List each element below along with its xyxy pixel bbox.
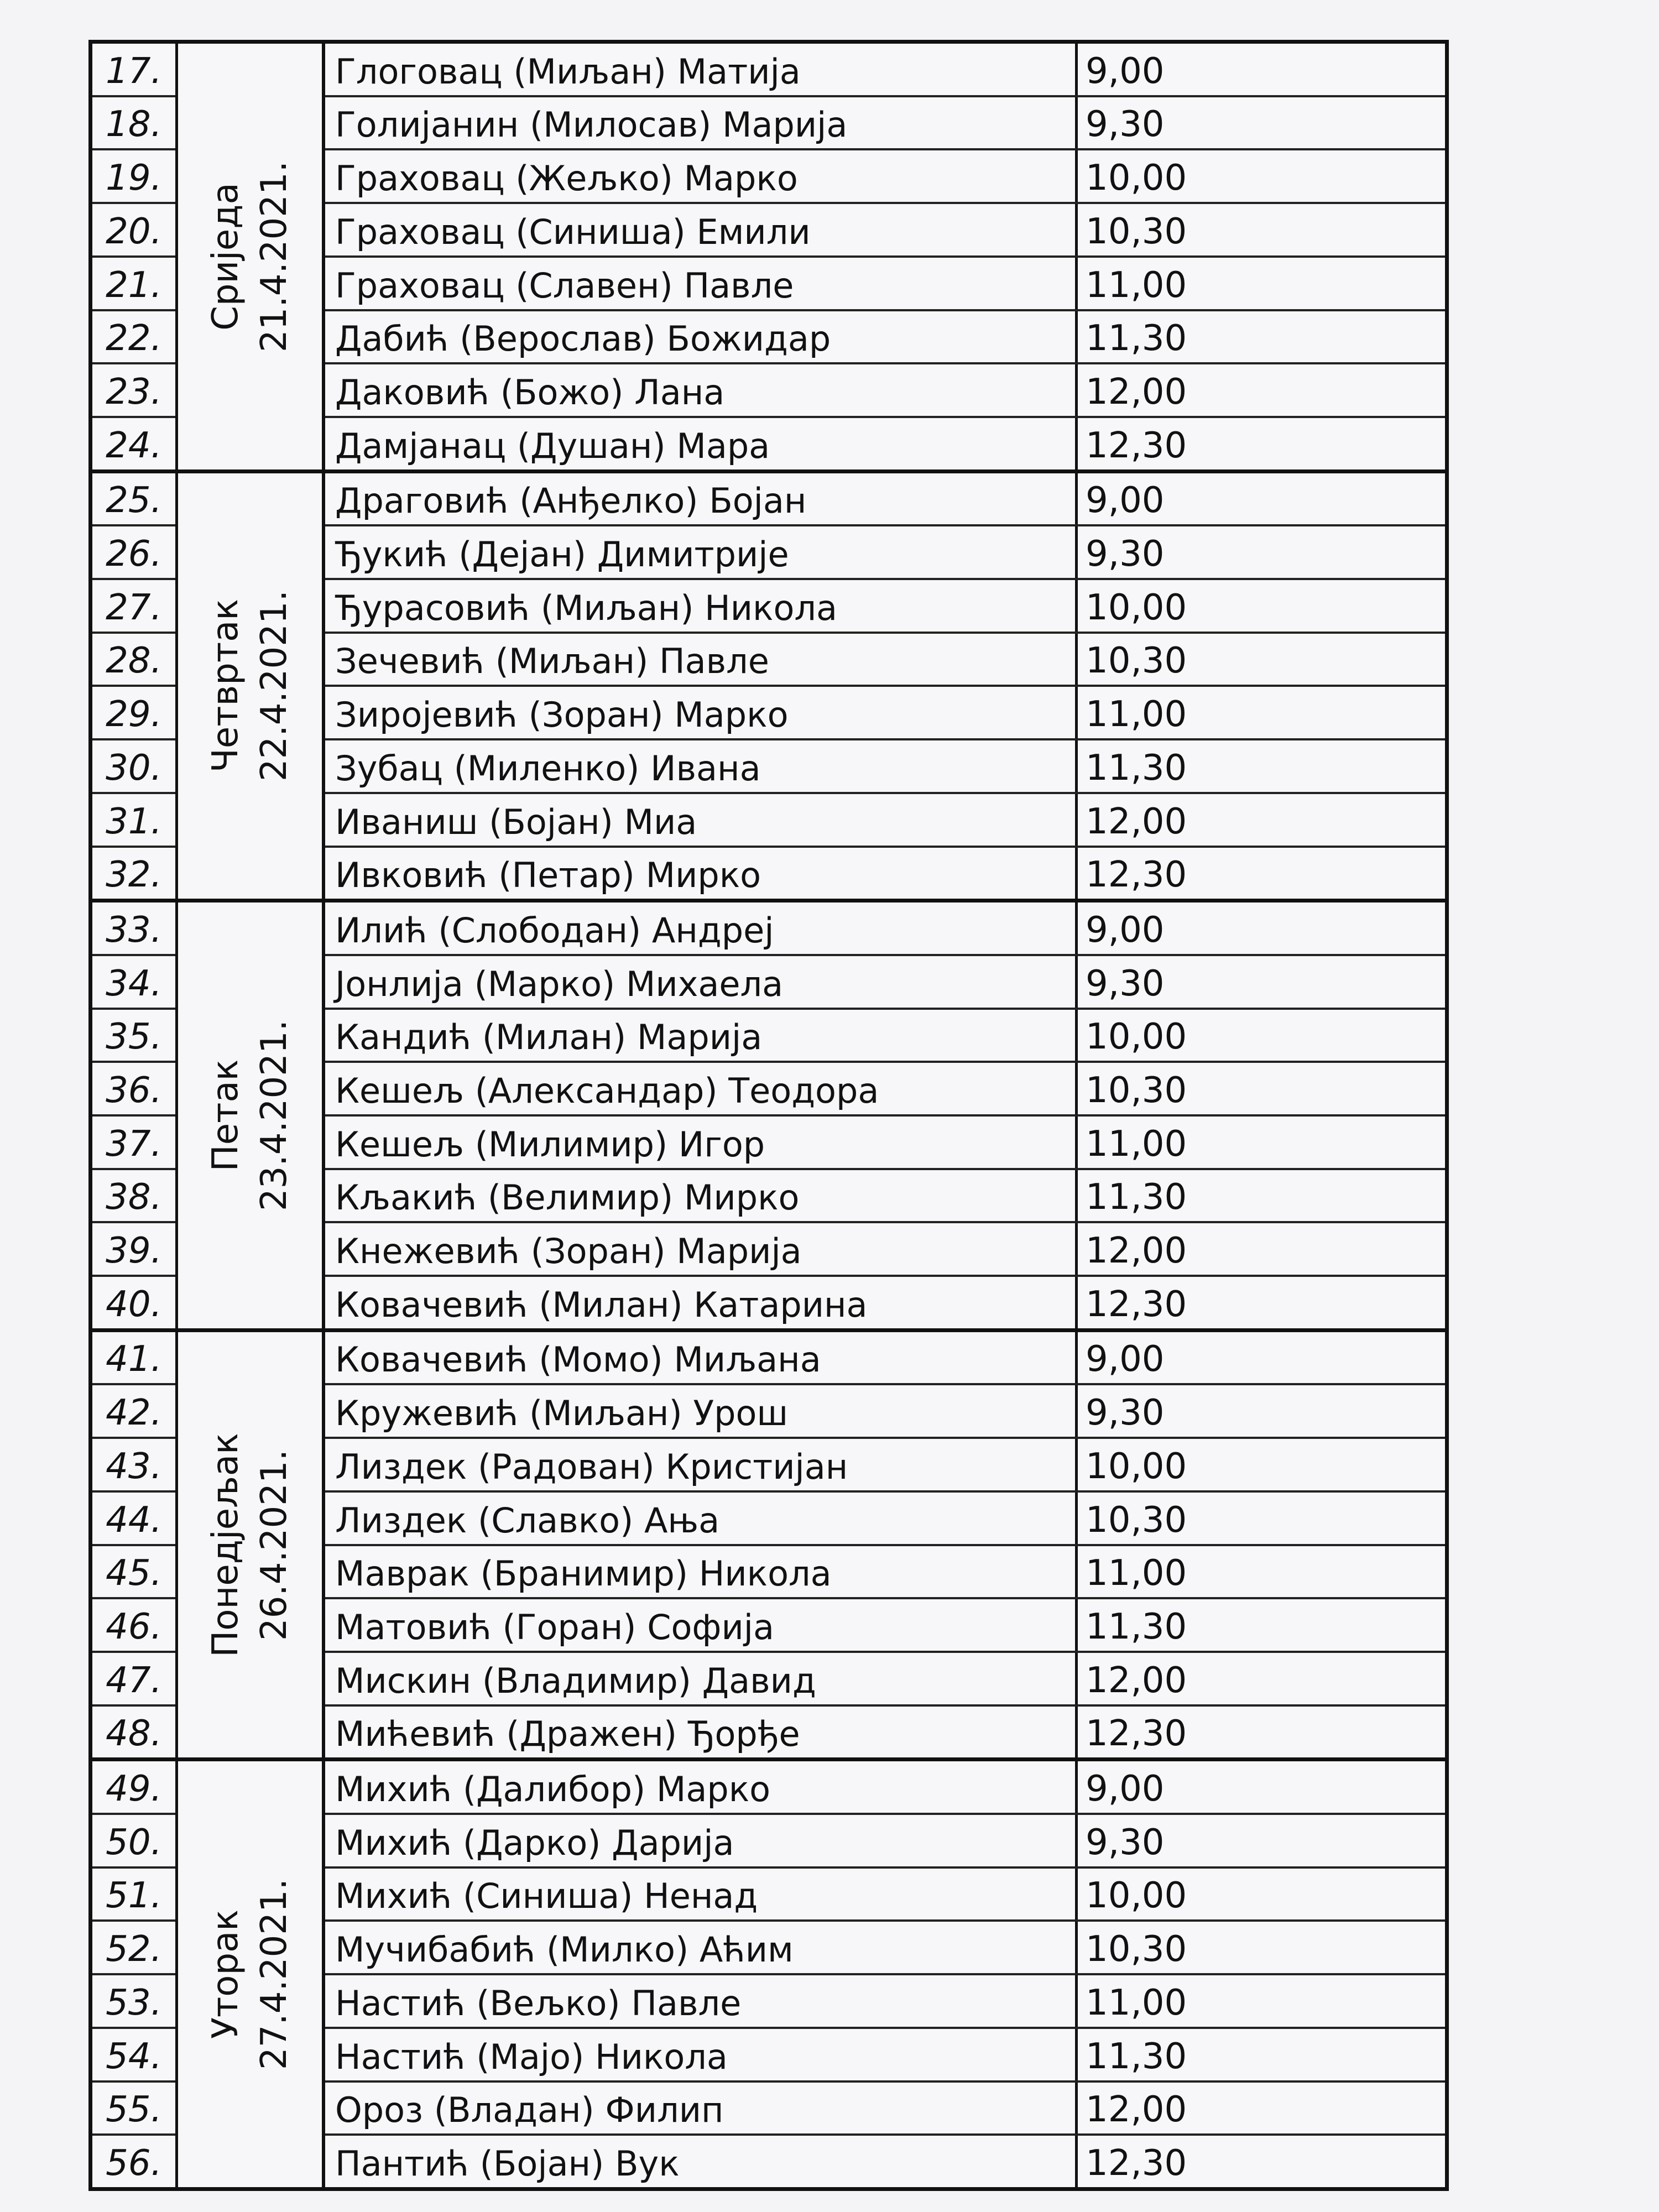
day-cell [178,1332,325,1758]
appointment-time: 11,30 [1086,1177,1187,1218]
table-row [325,1544,1445,1598]
table-row [325,524,1445,578]
table-row [325,148,1445,202]
student-name: Мучибабић (Милко) Аћим [325,1922,1078,1973]
student-name: Јонлија (Марко) Михаела [325,956,1078,1008]
appointment-time: 9,30 [1086,1392,1165,1434]
appointment-time: 9,30 [1086,1822,1165,1863]
row-number: 20. [92,202,175,255]
table-row [325,1651,1445,1704]
appointment-time: 11,00 [1086,264,1187,306]
table-row [325,1114,1445,1168]
student-name: Дабић (Верослав) Божидар [325,311,1078,363]
student-name: Граховац (Жељко) Марко [325,150,1078,202]
day-group [92,899,1445,1328]
student-name: Мискин (Владимир) Давид [325,1653,1078,1704]
table-row [325,578,1445,632]
table-row [325,1383,1445,1437]
table-row [325,1761,1445,1813]
student-name: Ђукић (Дејан) Димитрије [325,526,1078,578]
row-number: 45. [92,1544,175,1598]
appointment-time: 9,30 [1086,963,1165,1004]
row-number: 56. [92,2133,175,2187]
day-cell [178,44,325,469]
row-number: 53. [92,1973,175,2027]
day-name: Уторак [205,1910,246,2039]
row-number: 31. [92,792,175,846]
appointment-time: 12,30 [1086,854,1187,896]
table-row [325,1437,1445,1490]
student-name: Пантић (Бојан) Вук [325,2136,1078,2187]
row-number-column [92,1332,178,1758]
appointment-time: 9,00 [1086,50,1165,92]
table-row [325,846,1445,899]
table-row [325,1919,1445,1973]
appointment-time: 12,00 [1086,1660,1187,1701]
appointment-time: 11,30 [1086,318,1187,359]
student-name: Ђурасовић (Миљан) Никола [325,580,1078,632]
student-name: Драговић (Анђелко) Бојан [325,473,1078,525]
table-row [325,2133,1445,2187]
row-number: 30. [92,738,175,792]
student-name: Михић (Далибор) Марко [325,1761,1078,1813]
day-group [92,44,1445,469]
table-row [325,416,1445,469]
day-label [201,590,299,781]
table-row [325,362,1445,416]
appointment-time: 12,30 [1086,425,1187,466]
table-row [325,1168,1445,1222]
appointment-time: 12,00 [1086,1230,1187,1272]
day-label [201,1433,299,1657]
student-name: Маврак (Бранимир) Никола [325,1546,1078,1598]
row-number: 25. [106,480,162,521]
appointment-time: 11,00 [1086,694,1187,735]
row-number: 51. [92,1866,175,1920]
appointment-time: 9,30 [1086,534,1165,575]
row-number: 37. [92,1114,175,1168]
table-row [325,685,1445,738]
table-row [325,44,1445,95]
student-name: Настић (Мајо) Никола [325,2029,1078,2080]
row-number: 17. [106,50,162,92]
row-number: 40. [92,1275,175,1328]
row-number: 54. [92,2027,175,2080]
appointment-time: 11,30 [1086,1606,1187,1647]
student-name: Голијанин (Милосав) Марија [325,97,1078,149]
student-name: Михић (Синиша) Ненад [325,1869,1078,1920]
table-row [325,738,1445,792]
student-name: Кљакић (Велимир) Мирко [325,1170,1078,1222]
row-number: 39. [92,1221,175,1275]
row-number: 21. [92,255,175,309]
row-number: 27. [92,578,175,632]
appointment-time: 10,00 [1086,158,1187,199]
student-name: Кандић (Милан) Марија [325,1010,1078,1061]
appointment-time: 9,00 [1086,1339,1165,1380]
appointment-time: 12,30 [1086,1284,1187,1325]
student-name: Иваниш (Бојан) Миа [325,794,1078,846]
student-name: Михић (Дарко) Дарија [325,1815,1078,1866]
row-number-column [92,902,178,1328]
appointment-time: 10,00 [1086,1016,1187,1058]
appointment-time: 9,30 [1086,104,1165,145]
table-row [325,1597,1445,1651]
student-name: Ивковић (Петар) Мирко [325,848,1078,899]
row-number: 23. [92,362,175,416]
student-name: Зечевић (Миљан) Павле [325,634,1078,685]
student-name: Мићевић (Дражен) Ђорђе [325,1707,1078,1758]
row-number: 35. [92,1008,175,1061]
day-date: 23.4.2021. [254,1019,295,1212]
day-date: 22.4.2021. [254,590,295,782]
day-date: 21.4.2021. [254,160,295,352]
appointment-time: 10,30 [1086,211,1187,252]
student-name: Кнежевић (Зоран) Марија [325,1223,1078,1275]
table-row [325,1973,1445,2027]
row-number: 32. [92,846,175,899]
row-number: 44. [92,1490,175,1544]
table-row [325,1275,1445,1328]
student-name: Кешељ (Милимир) Игор [325,1117,1078,1168]
student-name: Ковачевић (Момо) Миљана [325,1332,1078,1384]
student-name: Настић (Вељко) Павле [325,1975,1078,2027]
student-name: Илић (Слободан) Андреј [325,902,1078,954]
student-name: Даковић (Божо) Лана [325,364,1078,416]
row-number: 19. [92,148,175,202]
table-row [325,255,1445,309]
rows-column [325,1332,1445,1758]
student-name: Граховац (Синиша) Емили [325,204,1078,255]
student-name: Лиздек (Славко) Ања [325,1493,1078,1544]
table-row [325,1008,1445,1061]
row-number: 34. [92,954,175,1008]
row-number: 24. [92,416,175,469]
rows-column [325,902,1445,1328]
student-name: Граховац (Славен) Павле [325,258,1078,309]
row-number: 46. [92,1597,175,1651]
table-row [325,792,1445,846]
table-row [325,632,1445,685]
row-number: 43. [92,1437,175,1490]
student-name: Лиздек (Радован) Кристијан [325,1439,1078,1490]
row-number: 52. [92,1919,175,1973]
row-number: 28. [92,632,175,685]
row-number: 33. [106,909,162,951]
student-name: Дамјанац (Душан) Мара [325,418,1078,469]
student-name: Глоговац (Миљан) Матија [325,44,1078,95]
appointment-time: 11,00 [1086,1982,1187,2023]
appointment-time: 11,00 [1086,1553,1187,1594]
appointment-time: 12,00 [1086,801,1187,842]
student-name: Кружевић (Миљан) Урош [325,1385,1078,1437]
row-number: 38. [92,1168,175,1222]
student-name: Зиројевић (Зоран) Марко [325,687,1078,738]
row-number: 18. [92,95,175,149]
day-label [201,1879,299,2070]
row-number-column [92,1761,178,2187]
table-row [325,1704,1445,1758]
student-name: Кешељ (Александар) Теодора [325,1063,1078,1114]
appointment-time: 10,30 [1086,640,1187,682]
rows-column [325,473,1445,899]
table-row [325,95,1445,149]
appointment-time: 10,00 [1086,587,1187,628]
appointment-time: 10,30 [1086,1499,1187,1541]
day-cell [178,902,325,1328]
day-date: 26.4.2021. [254,1449,295,1641]
table-row [325,309,1445,363]
day-name: Четвртак [205,599,246,773]
schedule-table [88,40,1449,2191]
day-group [92,1328,1445,1758]
table-row [325,473,1445,525]
appointment-time: 10,00 [1086,1875,1187,1917]
appointment-time: 10,00 [1086,1446,1187,1487]
appointment-time: 9,00 [1086,909,1165,951]
appointment-time: 11,00 [1086,1123,1187,1165]
rows-column [325,44,1445,469]
row-number-column [92,44,178,469]
day-group [92,1757,1445,2187]
appointment-time: 12,00 [1086,371,1187,413]
day-label [201,1020,299,1211]
appointment-time: 9,00 [1086,1768,1165,1810]
day-name: Понедјељак [205,1432,246,1657]
appointment-time: 11,30 [1086,2036,1187,2077]
row-number-column [92,473,178,899]
row-number: 22. [92,309,175,363]
row-number: 29. [92,685,175,738]
day-cell [178,473,325,899]
row-number: 48. [92,1704,175,1758]
day-date: 27.4.2021. [254,1879,295,2070]
row-number: 47. [92,1651,175,1704]
table-row [325,2080,1445,2134]
row-number: 42. [92,1383,175,1437]
appointment-time: 11,30 [1086,747,1187,789]
appointment-time: 10,30 [1086,1070,1187,1111]
appointment-time: 12,30 [1086,2143,1187,2184]
table-row [325,1221,1445,1275]
table-row [325,202,1445,255]
row-number: 36. [92,1061,175,1114]
student-name: Ороз (Владан) Филип [325,2083,1078,2134]
table-row [325,1490,1445,1544]
day-name: Сриједа [205,182,246,331]
rows-column [325,1761,1445,2187]
table-row [325,902,1445,954]
student-name: Матовић (Горан) Софија [325,1599,1078,1651]
table-row [325,2027,1445,2080]
table-row [325,1061,1445,1114]
table-row [325,1813,1445,1866]
table-row [325,1332,1445,1384]
day-group [92,469,1445,899]
row-number: 49. [106,1768,162,1810]
student-name: Ковачевић (Милан) Катарина [325,1277,1078,1328]
row-number: 41. [106,1339,162,1380]
student-name: Зубац (Миленко) Ивана [325,740,1078,792]
day-name: Петак [205,1059,246,1172]
appointment-time: 12,30 [1086,1713,1187,1755]
day-cell [178,1761,325,2187]
row-number: 50. [92,1813,175,1866]
table-row [325,954,1445,1008]
table-row [325,1866,1445,1920]
row-number: 26. [92,524,175,578]
appointment-time: 12,00 [1086,2089,1187,2131]
appointment-time: 9,00 [1086,480,1165,521]
appointment-time: 10,30 [1086,1929,1187,1970]
row-number: 55. [92,2080,175,2134]
day-label [201,161,299,352]
